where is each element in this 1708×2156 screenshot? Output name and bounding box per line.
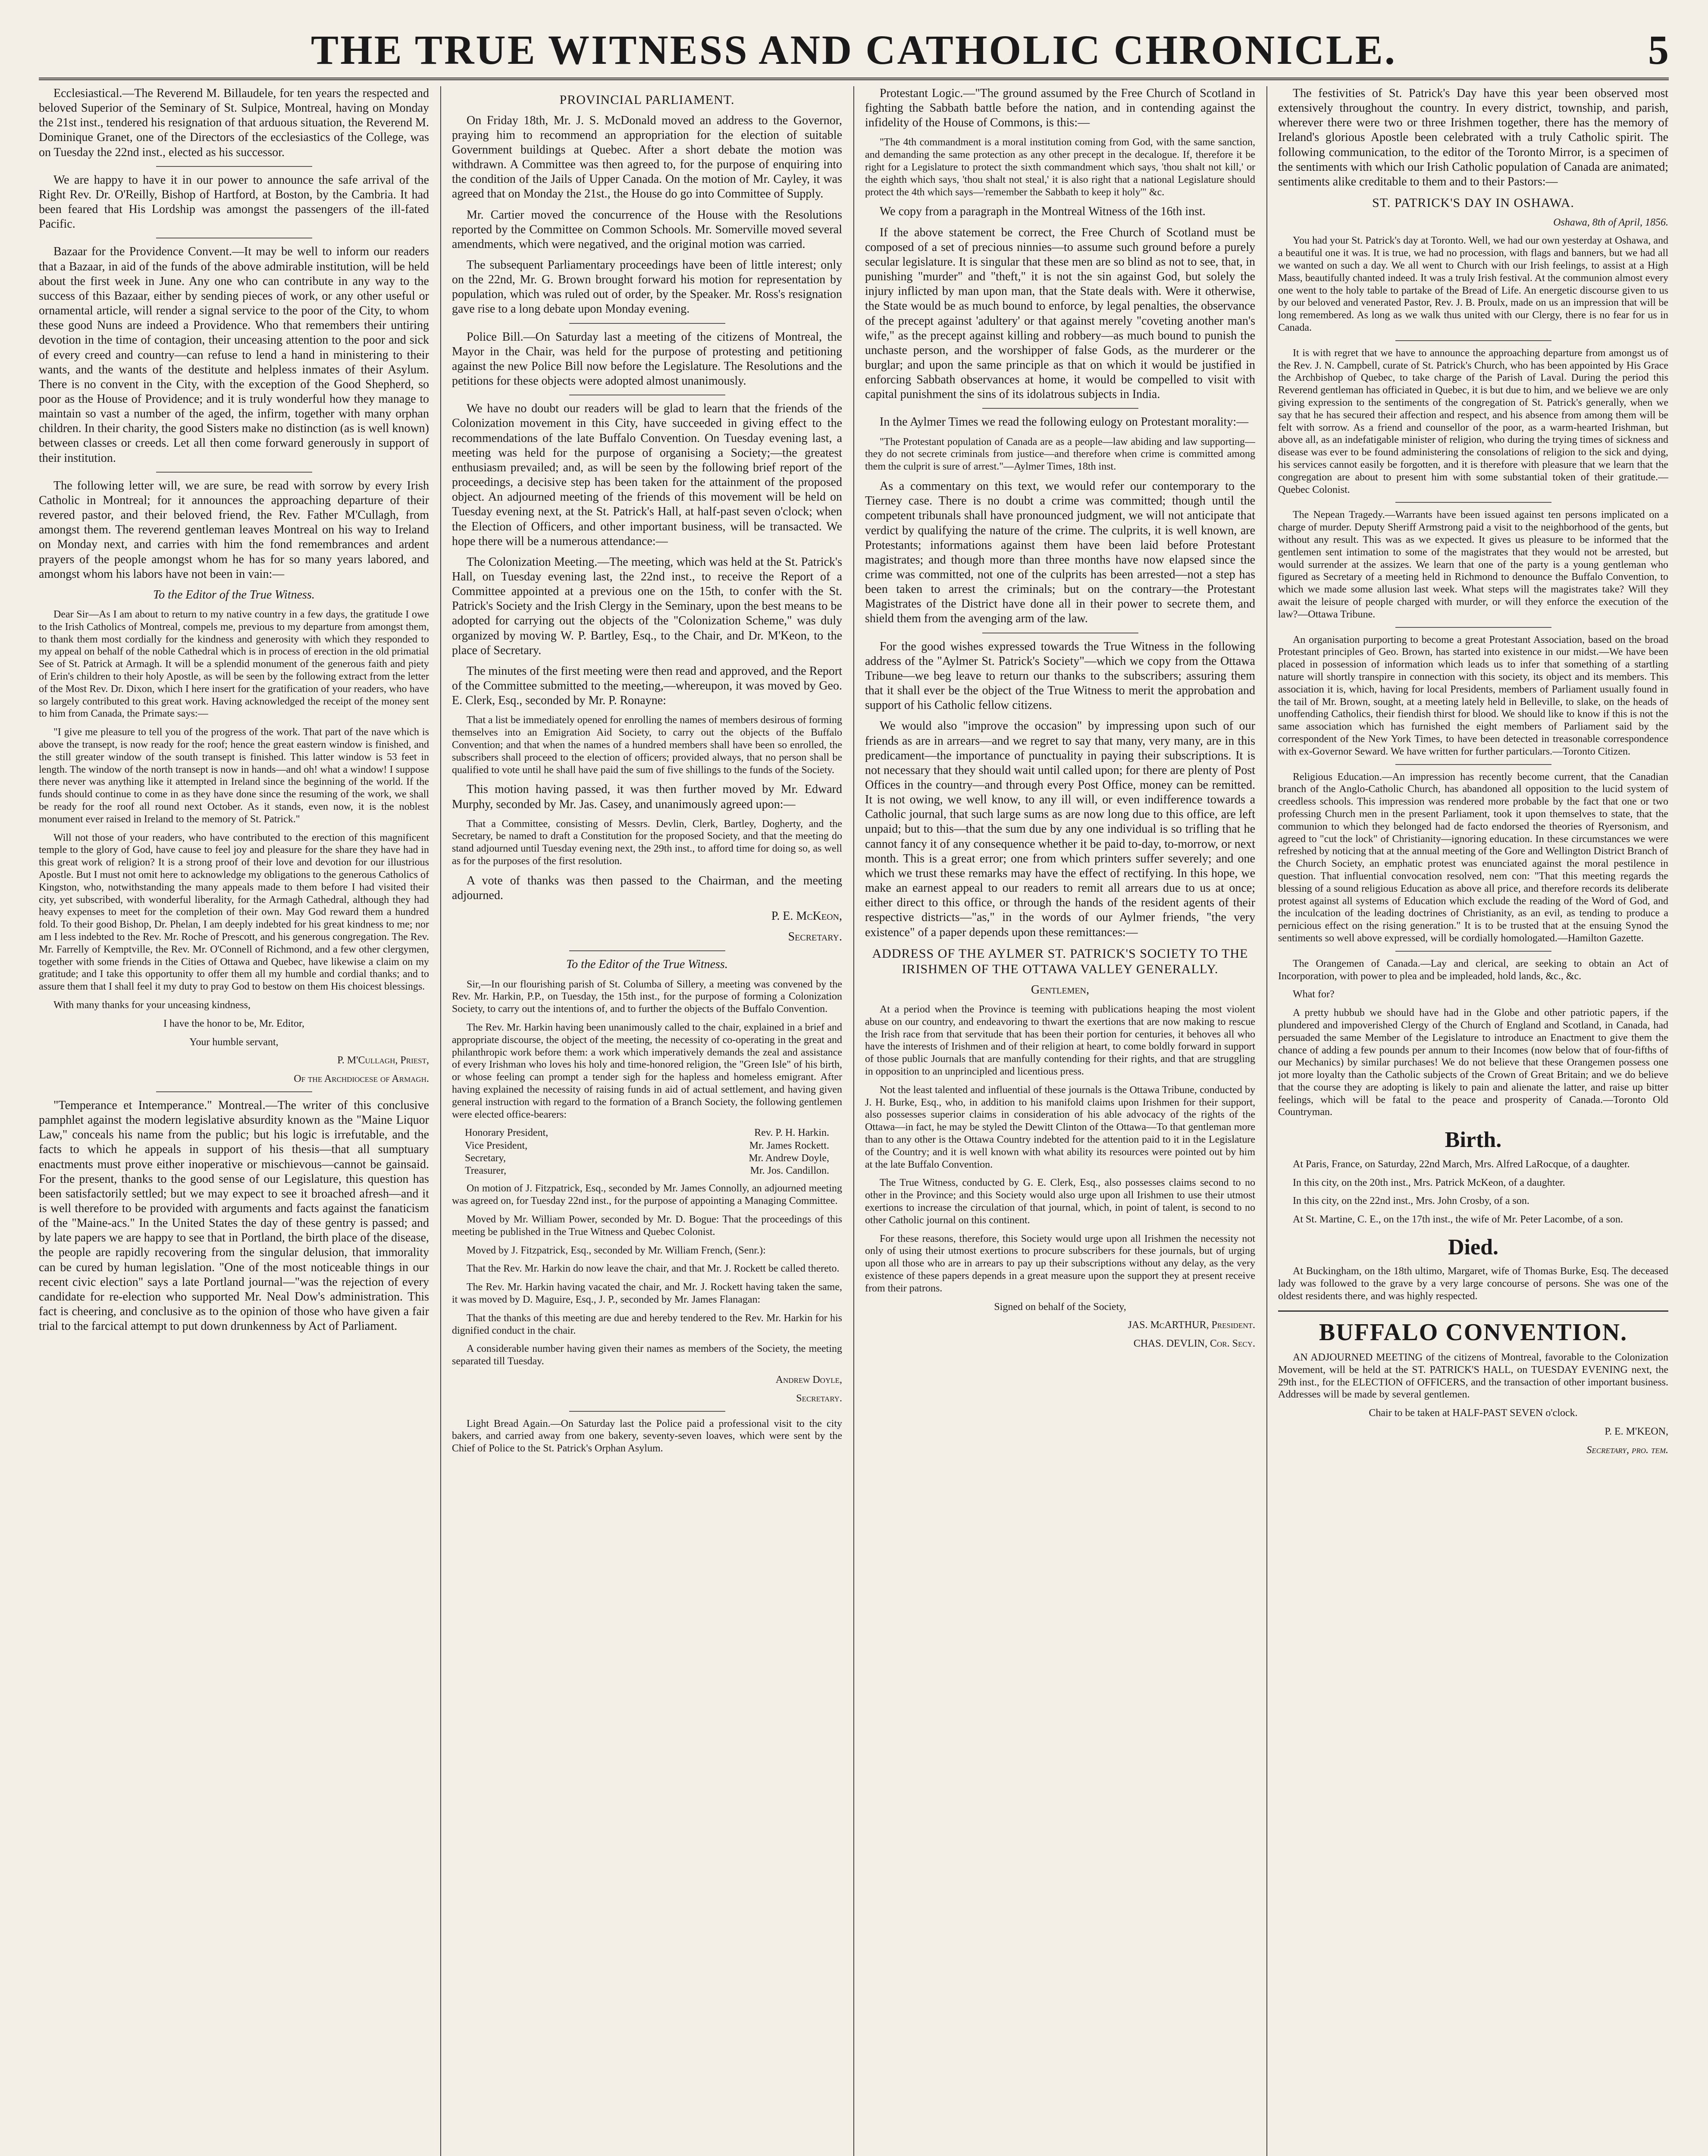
letter-paragraph: That the Rev. Mr. Harkin do now leave the chair, and that Mr. J. Rockett be called thereto.: [467, 1263, 840, 1275]
column-4: [1278, 86, 1668, 2156]
letter-paragraph: Sir,—In our flourishing parish of St. Columba of Sillery, a meeting was convened by the Rev. Mr. Harkin, P.P., on Tuesday, the 15th inst., for the purpose of forming a Colonization Society, to carry out the intentions of, and to further the objects of the Buffalo Convention.: [452, 978, 842, 1015]
article-light-bread: Light Bread Again.—On Saturday last the Police paid a professional visit to the city bakers, and carried away from one bakery, seventy-seven loaves, which were sent by the Chief of Police to the St. Patrick's Orphan Asylum.: [452, 1418, 842, 1454]
quote: "The Protestant population of Canada are as a people—law abiding and law supporting—they do not secrete criminals from justice—and therefore when crime is committed among them the culprit is sure of arrest."—Aylmer Times, 18th inst.: [865, 436, 1255, 473]
secretary-signature: Secretary.: [788, 930, 842, 944]
resolution: That a list be immediately opened for enrolling the names of members desirous of forming themselves into an Emigration Aid Society, to carry out the objects of the Buffalo Convention; and that when the names of a hundred members shall have been so enrolled, the subscribers shall proceed to the election of officers; provided always, that no person shall be qualified to vote until he shall have paid the sum of five shillings to the funds of the Society.: [452, 714, 842, 776]
buffalo-notice: Chair to be taken at HALF-PAST SEVEN o'clock.: [1369, 1407, 1578, 1419]
letter-closing: Your humble servant,: [189, 1036, 279, 1048]
letter-heading: To the Editor of the True Witness.: [153, 588, 315, 602]
page-number: 5: [1648, 27, 1669, 73]
article-protestant-logic: Protestant Logic.—"The ground assumed by the Free Church of Scotland in fighting the Sabbath battle before the nation, and in contending against the infidelity of the House of Commons, is this:—: [865, 87, 1255, 130]
column-2: [452, 86, 842, 2156]
births-heading: Birth.: [1445, 1128, 1502, 1153]
section-heading: ST. PATRICK'S DAY IN OSHAWA.: [1372, 196, 1574, 210]
letter-heading: To the Editor of the True Witness.: [566, 958, 728, 971]
column-1: [39, 86, 429, 2156]
separator: [1395, 951, 1551, 952]
letter-closing: With many thanks for your unceasing kindness,: [53, 999, 251, 1011]
death-notice: At Buckingham, on the 18th ultimo, Margaret, wife of Thomas Burke, Esq. The deceased lady was followed to the grave by a very large concourse of persons. She was one of the oldest residents there, and was highly respected.: [1278, 1266, 1668, 1302]
separator: [1395, 627, 1551, 628]
column-divider: [1266, 86, 1267, 2156]
article-temperance: "Temperance et Intemperance." Montreal.—The writer of this conclusive pamphlet against the modern legislative absurdity known as the "Maine Liquor Law," conceals his name from the public; but his logic is irrefutable, and the facts to which he appeals in support of his thesis—that all sumptuary enactments must prove either inoperative or mischievous—cannot be gainsaid. For the present, thanks to the good sense of our Legislature, this question has been satisfactorily settled; but we may expect to see it broached afresh—and it is well therefore to be provided with arguments and facts against the fanaticism of the "Maine-acs." In the United States the day of these gentry is passed; and by late papers we are happy to see that in Portland, the birth place of the disease, the people are rapidly recovering from the singular delusion, that immorality can be cured by human legislation. "One of the most noticeable things in our recent civic election" says a late Portland journal—"was the rejection of every candidate for re-election who supported Mr. Neal Dow's administration. This fact is cheering, and conclusive as to the opinion of those who have given a fair trial to the farcical attempt to put down drunkenness by Act of Parliament.: [39, 1098, 429, 1333]
buffalo-signature: P. E. M'KEON,: [1605, 1426, 1668, 1438]
address-paragraph: The True Witness, conducted by G. E. Clerk, Esq., also possesses claims second to no other in the Province; and this Society would also urge upon all Irishmen to use their utmost exertions to increase the circulation of that journal, which, in point of talent, is second to no other Catholic journal on this continent.: [865, 1177, 1255, 1226]
address-paragraph: Not the least talented and influential of these journals is the Ottawa Tribune, conducted by J. H. Burke, Esq., who, in addition to his manifold claims upon Irishmen for their support, also possesses superior claims in consideration of his able advocacy of the rights of the Ottawa—in fact, he may be styled the Dewitt Clinton of the Ottawa—To that gentleman more than to any other is the Ottawa Country indebted for the attention paid to it in the Legislature of the Country; and it is well known with what ability its resources were pointed out by him at the late Buffalo Convention.: [865, 1084, 1255, 1170]
article-ecclesiastical: Ecclesiastical.—The Reverend M. Billaudele, for ten years the respected and beloved Superior of the Seminary of St. Sulpice, Montreal, having on Monday the 21st inst., tendered his resignation of that arduous situation, the Reverend M. Dominique Granet, one of the Directors of the ecclesiastics of the College, was on Tuesday the 22nd inst., elected as his successor.: [39, 87, 429, 159]
address-signature: JAS. McARTHUR, President.: [1128, 1319, 1255, 1331]
article-colonization-meeting: The minutes of the first meeting were then read and approved, and the Report of the Committee submitted to the meeting,—whereupon, it was moved by Geo. E. Clerk, Esq., seconded by Mr. P. Ronayne:: [452, 664, 842, 708]
letter-paragraph: The Rev. Mr. Harkin having been unanimously called to the chair, explained in a brief and appropriate discourse, the object of the meeting, the necessity of co-operating in the great and philanthropic work before them: a work which imperatively demands the zeal and assistance of every Irishman who loves his holy and time-honored religion, the "Green Isle" of his birth, or whose feeling can prompt a tender sigh for the hapless and homeless emigrant. After having explained the necessity of raising funds in aid of actual settlement, and having given general instruction with regard to the formation of a Branch Society, the following gentlemen were elected office-bearers:: [452, 1022, 842, 1120]
article-aylmer-times: As a commentary on this text, we would refer our contemporary to the Tierney case. There is no doubt a crime was committed; though until the competent tribunals shall have pronounced judgment, we will not anticipate that verdict by qualifying the nature of the crime. The culprits, it is well known, are Protestants; informations against them have been laid before Protestant magistrates; and though more than three months have now elapsed since the crime was committed, not one of the culprits has been arrested—not a step has been taken to arrest the criminals; but on the contrary—the Protestant Magistrates of the District have done all in their power to secrete them, and shield them from the avenging arm of the law.: [865, 479, 1255, 626]
birth-notice: At St. Martine, C. E., on the 17th inst., the wife of Mr. Peter Lacombe, of a son.: [1293, 1214, 1623, 1225]
letter-signature: P. M'Cullagh, Priest,: [337, 1055, 429, 1066]
letter-closing: I have the honor to be, Mr. Editor,: [163, 1018, 304, 1029]
article-mcullagh-intro: The following letter will, we are sure, be read with sorrow by every Irish Catholic in Montreal; for it announces the approaching departure of their revered pastor, and their beloved friend, the Rev. Father M'Cullagh, from amongst them. The reverend gentleman leaves Montreal on his way to Ireland on Monday next, and carries with him the fond remembrances and ardent prayers of the people amongst whom he has for so many years labored, and amongst whom his labors have not been in vain:—: [39, 479, 429, 581]
article-bazaar: Bazaar for the Providence Convent.—It may be well to inform our readers that a Bazaar, in aid of the funds of the above admirable institution, will be held about the first week in June. Any one who can contribute in any way to the success of this Bazaar, either by sending pieces of work, or any other useful or ornamental article, will render a signal service to the poor of the City, to whom these good Nuns are indeed a Providence. Who that remembers their untiring devotion in the time of contagion, their unceasing attention to the poor and sick of every creed and country—can refuse to lend a hand in ministering to their wants, and the wants of the destitute and helpless inmates of their Asylum. There is no convent in the City, with the exception of the Good Shepherd, so poor as the House of Providence; and it is truly wonderful how they manage to maintain so vast a number of the aged, the infirm, together with many orphan children. In their charity, the good Sisters make no distinction (as is well known) between classes or creeds. Let all then come forward generously in support of their institution.: [39, 245, 429, 465]
quote: "The 4th commandment is a moral institution coming from God, with the same sanction, and demanding the same protection as any other precept in the decalogue. If, therefore it be right for a Legislature to protect the sixth commandment which says, 'thou shalt not kill,' or the eighth which says, 'thou shalt not steal,' it is also right that a national Legislature should protect the 4th which says—'remember the Sabbath to keep it holy'" &c.: [865, 137, 1255, 198]
birth-notice: In this city, on the 22nd inst., Mrs. John Crosby, of a son.: [1293, 1195, 1529, 1207]
separator: [1395, 764, 1551, 765]
separator: [156, 166, 312, 167]
article-police-bill: Police Bill.—On Saturday last a meeting of the citizens of Montreal, the Mayor in the Chair, was held for the purpose of protesting and petitioning against the new Police Bill now before the Legislature. The Resolutions and the petitions for these objects were adopted almost unanimously.: [452, 330, 842, 388]
letter-paragraph: A considerable number having given their names as members of the Society, the meeting separated till Tuesday.: [452, 1343, 842, 1367]
article-colonization-meeting: A vote of thanks was then passed to the Chairman, and the meeting adjourned.: [452, 874, 842, 903]
article-protestant-logic: If the above statement be correct, the Free Church of Scotland must be composed of a set of precious ninnies—to assume such ground before a purely secular legislature. It is singular that these men are so blind as not to see, that, in punishing "murder" and "theft," it is not the sin against God, but solely the injury inflicted by man upon man, that the State deals with. Were it otherwise, the State would be as much bound to enforce, by legal penalties, the observance of the precept against 'adultery' or that against merely "coveting another man's wife," as the precept against killing and robbery—as much bound to punish the unchaste person, and the worshipper of false Gods, as the murderer or the burglar; and upon the same principle as that on which it would be justified in enforcing Sabbath observances at home, it would be compelled to visit with capital punishment the sins of its idolatrous subjects in India.: [865, 226, 1255, 401]
separator: [1395, 340, 1551, 341]
buffalo-signature: Secretary, pro. tem.: [1586, 1444, 1668, 1456]
section-heading: ADDRESS OF THE AYLMER ST. PATRICK'S SOCIETY TO THE IRISHMEN OF THE OTTAWA VALLEY GENERALLY.: [872, 946, 1248, 977]
article-nepean: The Nepean Tragedy.—Warrants have been issued against ten persons implicated on a charge of murder. Deputy Sheriff Armstrong paid a visit to the neighborhood of the gents, but without any result. This was as we expected. It gives us pleasure to be informed that the gentlemen sent intimation to some of the magistrates that they would not be arrested, but would surrender at the assizes. We learn that one of the party is a young gentleman who figured as Secretary of a meeting held in Richmond to denounce the Buffalo Convention, to which we made some allusion last week. What steps will the magistrates take? Will they await the leisure of people charged with murder, or will they enforce the execution of the law?—Ottawa Tribune.: [1278, 509, 1668, 620]
article-parliament: On Friday 18th, Mr. J. S. McDonald moved an address to the Governor, praying him to recommend an appropriation for the election of suitable Government buildings at Quebec. After a short debate the motion was withdrawn. A Committee was then agreed to, for the purpose of enquiring into the condition of the Jails of Upper Canada. On the motion of Mr. Cayley, it was agreed that on Monday the 21st., the House do go into Committee of Supply.: [452, 113, 842, 201]
article-protestant-association: An organisation purporting to become a great Protestant Association, based on the broad Protestant principles of Geo. Brown, has started into existence in our midst.—We have been placed in possession of information which leads us to infer that something of a startling nature will shortly transpire in connection with this society, its object and its members. This association it is, which, having for local Presidents, members of Parliament usually found in the tail of Mr. Brown, sought, at a meeting lately held in Belleville, to slake, on the heads of unoffending Catholics, their fiendish thirst for blood. We should like to know if this is not the same association which has furnished the eight members of Parliament said by the correspondent of the New York Times, to have been detected in treasonable correspondence with ex-Governor Seward. We have written for further particulars.—Toronto Citizen.: [1278, 634, 1668, 757]
buffalo-heading: BUFFALO CONVENTION.: [1278, 1310, 1668, 1347]
dateline: Oshawa, 8th of April, 1856.: [1553, 216, 1668, 228]
secretary-signature: Secretary.: [796, 1392, 842, 1404]
letter-paragraph: On motion of J. Fitzpatrick, Esq., seconded by Mr. James Connolly, an adjourned meeting was agreed on, for Tuesday 22nd inst., for the purpose of appointing a Managing Committee.: [452, 1183, 842, 1207]
secretary-signature: P. E. McKeon,: [771, 909, 842, 923]
separator: [569, 323, 725, 324]
newspaper-title: THE TRUE WITNESS AND CATHOLIC CHRONICLE.: [311, 27, 1397, 73]
article-bishop-arrival: We are happy to have it in our power to announce the safe arrival of the Right Rev. Dr. O'Reilly, Bishop of Hartford, at Boston, by the Cambria. It had been feared that His Lordship was amongst the passengers of the ill-fated Pacific.: [39, 173, 429, 231]
section-heading: PROVINCIAL PARLIAMENT.: [559, 93, 735, 107]
article-orangemen: What for?: [1293, 989, 1335, 1000]
column-divider: [853, 86, 854, 2156]
article-colonization-meeting: This motion having passed, it was then further moved by Mr. Edward Murphy, seconded by Mr. Jas. Casey, and unanimously agreed upon:—: [452, 783, 842, 811]
separator: [156, 472, 312, 473]
separator: [569, 950, 725, 951]
office-row: Secretary, Mr. Andrew Doyle,: [465, 1152, 829, 1164]
masthead: [39, 17, 1669, 80]
columns: [39, 86, 1669, 2156]
letter-paragraph: Dear Sir—As I am about to return to my native country in a few days, the gratitude I owe to the Irish Catholics of Montreal, compels me, previous to my departure from amongst them, to thank them most cordially for the kindness and generosity with which they responded to my appeal on behalf of the noble Cathedral which is in process of erection in the old primatial See of St. Patrick at Armagh. It will be a splendid monument of the generous faith and piety of Erin's children to their holy Apostle, as will be seen by the following extract from the letter of the Most Rev. Dr. Dixon, which I here insert for the gratification of your readers, who have so largely contributed to this great work. Having acknowledged the receipt of the money sent to him from Canada, the Primate says:—: [39, 609, 429, 720]
separator: [982, 408, 1138, 409]
letter-signature: Of the Archdiocese of Armagh.: [294, 1073, 429, 1085]
article-orangemen: A pretty hubbub we should have had in the Globe and other patriotic papers, if the plundered and impoverished Clergy of the Church of England and Scotland, in Canada, had persuaded the same Member of the Legislature to introduce an Enactment to give them the chance of adding a few pounds per annum to their Incomes (now below that of four-fifths of our Mechanics) by similar purchases! We do not believe that these Orangemen possess one jot more loyalty than the Catholic subjects of the Crown of Great Britain; and we do believe that the course they are adopting is likely to pain and alienate the latter, and raise up bitter feelings, which will be fatal to the peace and prosperity of Canada.—Toronto Old Countryman.: [1278, 1007, 1668, 1118]
letter-paragraph: Moved by Mr. William Power, seconded by Mr. D. Bogue: That the proceedings of this meeting be published in the True Witness and Quebec Colonist.: [452, 1214, 842, 1238]
salutation: Gentlemen,: [1031, 983, 1089, 997]
column-3: [865, 86, 1255, 2156]
birth-notice: In this city, on the 20th inst., Mrs. Patrick McKeon, of a daughter.: [1293, 1177, 1565, 1188]
died-heading: Died.: [1448, 1235, 1498, 1260]
article-st-patricks: The festivities of St. Patrick's Day have this year been observed most extensively throughout the country. In every district, township, and parish, wherever there were two or three Irishmen together, there has the memory of Ireland's glorious Apostle been celebrated with a truly Catholic spirit. The following communication, to the editor of the Toronto Mirror, is a specimen of the sentiments with which our Irish Catholic population of Canada are animated; sentiments alike creditable to them and to their Pastors:—: [1278, 87, 1668, 188]
article-parliament: The subsequent Parliamentary proceedings have been of little interest; only on the 22nd, Mr. G. Brown brought forward his motion for representation by population, which was ruled out of order, by the Speaker. Mr. Ross's resignation gave rise to a long debate upon Monday evening.: [452, 258, 842, 316]
article-colonization-meeting: The Colonization Meeting.—The meeting, which was held at the St. Patrick's Hall, on Tuesday evening last, the 22nd inst., to receive the Report of a Committee appointed at a previous one on the 15th, to confer with the St. Patrick's Society and the Irish Clergy in the Seminary, upon the best means to be adopted for carrying out the objects of the "Colonization Scheme," was duly organized by moving W. P. Bartley, Esq., to the Chair, and Dr. M'Keon, to the place of Secretary.: [452, 555, 842, 657]
office-row: Treasurer, Mr. Jos. Candillon.: [465, 1165, 829, 1177]
article-colonization: We have no doubt our readers will be glad to learn that the friends of the Colonization movement in this City, have succeeded in giving effect to the recommendations of the late Buffalo Convention. On Tuesday evening last, a meeting was held for the purpose of organising a Society;—the greatest enthusiasm prevailed; and, as will be seen by the following brief report of the proceedings, a decisive step has been taken for the attainment of the proposed object. An adjourned meeting of the friends of this movement will be held on Tuesday evening next, at the St. Patrick's Hall, at half-past seven o'clock; when the Election of Officers, and other important business, will be transacted. We hope there will be a numerous attendance:—: [452, 402, 842, 548]
separator: [1395, 502, 1551, 503]
buffalo-notice: AN ADJOURNED MEETING of the citizens of Montreal, favorable to the Colonization Movement, will be held at the ST. PATRICK'S HALL, on TUESDAY EVENING next, the 29th inst., for the ELECTION of OFFICERS, and the transaction of other important business. Addresses will be made by several gentlemen.: [1278, 1352, 1668, 1401]
secretary-signature: Andrew Doyle,: [775, 1374, 842, 1386]
office-row: Honorary President, Rev. P. H. Harkin.: [465, 1127, 829, 1139]
address-signature: CHAS. DEVLIN, Cor. Secy.: [1133, 1338, 1255, 1350]
office-row: Vice President, Mr. James Rockett.: [465, 1140, 829, 1151]
letter-paragraph: That the thanks of this meeting are due and hereby tendered to the Rev. Mr. Harkin for his dignified conduct in the chair.: [452, 1312, 842, 1336]
article-good-wishes: We would also "improve the occasion" by impressing upon such of our friends as are in arrears—and we regret to say that many, very many, are in this predicament—the importance of punctuality in paying their subscriptions. It is not necessary that they should wait until called upon; for there are plenty of Post Offices in the country—and through every Post Office, money can be remitted. It is not owing, we well know, to any ill will, or even indifference towards a Catholic journal, that such large sums as are now long due to this office, are left unpaid; but to this—that the sum due by any one individual is so trifling that he cannot fancy it of any consequence whether it be paid to-day, to-morrow, or next month. This is a great error; one from which printers suffer severely; and one which we trust these remarks may have the effect of rectifying. In this hope, we make an earnest appeal to our readers to remit all arrears due to us at once; either direct to this office, or through the hands of the resident agents of their respective districts—"as," in the words of our Aylmer friends, "the very existence" of a paper depends upon these remittances:—: [865, 719, 1255, 939]
separator: [156, 1091, 312, 1092]
address-paragraph: For these reasons, therefore, this Society would urge upon all Irishmen the necessity not only of using their utmost exertions to procure subscribers for these journals, but of urging upon all those who are in arrears to pay up their subscriptions without any delay, as the very existence of these papers depends in a great measure upon the support they at present receive from their patrons.: [865, 1233, 1255, 1294]
letter-paragraph: Will not those of your readers, who have contributed to the erection of this magnificent temple to the glory of God, have cause to feel joy and pleasure for the share they have had in this great work of religion? It is a strong proof of their love and devotion for our illustrious Apostle. But I must not omit here to acknowledge my obligations to the generous Catholics of Kingston, who, notwithstanding the many appeals made to them before I had visited their city, yet subscribed, with wonderful liberality, for the Armagh Cathedral, although they had heavy expenses to meet for the completion of their own. May God reward them a hundred fold. To their good Bishop, Dr. Phelan, I am deeply indebted for his great kindness to me; nor am I less indebted to the Rev. Mr. Roche of Prescott, and his generous congregation. The Rev. Mr. Farrelly of Kemptville, the Rev. Mr. O'Connell of Richmond, and a few other clergymen, together with some friends in the Cities of Ottawa and Quebec, have likewise a claim on my gratitude; and I take this opportunity to offer them all my humble and cordial thanks; and to assure them that I shall feel it my duty to pray God to bestow on them His choicest blessings.: [39, 832, 429, 993]
address-paragraph: At a period when the Province is teeming with publications heaping the most violent abuse on our country, and endeavoring to thwart the exertions that are now making to rescue the Irish race from that servitude that has been their portion for centuries, it behoves all who have the interests of Irishmen and of their religion at heart, to come boldly forward in support of those public Journals that are manfully contending for their rights, and that are struggling in opposition to an unprincipled and licentious press.: [865, 1004, 1255, 1078]
resolution: That a Committee, consisting of Messrs. Devlin, Clerk, Bartley, Dogherty, and the Secretary, be named to draft a Constitution for the proposed Society, and that the meeting do stand adjourned until Tuesday evening next, the 29th inst., to afford time for doing so, as well as for the purposes of the first resolution.: [452, 818, 842, 867]
article-good-wishes: For the good wishes expressed towards the True Witness in the following address of the "Aylmer St. Patrick's Society"—which we copy from the Ottawa Tribune—we beg leave to return our thanks to the subscribers; assuring them that it shall ever be the object of the True Witness to merit the approbation and support of his Catholic fellow citizens.: [865, 639, 1255, 712]
birth-notice: At Paris, France, on Saturday, 22nd March, Mrs. Alfred LaRocque, of a daughter.: [1293, 1158, 1630, 1170]
separator: [569, 1411, 725, 1412]
article-aylmer-times: In the Aylmer Times we read the following eulogy on Protestant morality:—: [880, 415, 1249, 429]
article-religious-education: Religious Education.—An impression has recently become current, that the Canadian branch of the Anglo-Catholic Church, has abandoned all opposition to the lucid system of creedless schools. This impression was rendered more probable by the fact that one or two professing Church men in the present Parliament, took it upon themselves to state, that the communion to which they belonged had de facto endorsed the theories of Ryersonism, and agreed to "cut the lock" of Christianity—ignoring education. In these circumstances we were refreshed by noticing that at the annual meeting of the Gore and Wellington District Branch of the Church Society, an emphatic protest was enunciated against the moral pestilence in question. That influential convocation resolved, nem con: "That this meeting regards the blessing of a sound religious Education as above all price, and therefore records its deliberate protest against all systems of Education which exclude the reading of the Word of God, and the inculcation of the leading doctrines of Christianity, as an evil, as tending to produce a pernicious effect on the rising generation." It is to be trusted that at the ensuing Synod the sentiments so well above expressed, will be cordially homologated.—Hamilton Gazette.: [1278, 771, 1668, 944]
article-protestant-logic: We copy from a paragraph in the Montreal Witness of the 16th inst.: [880, 205, 1206, 219]
article-parliament: Mr. Cartier moved the concurrence of the House with the Resolutions reported by the Committee on Common Schools. Mr. Somerville moved several amendments, which were negatived, and the original motion was carried.: [452, 208, 842, 251]
letter-paragraph: The Rev. Mr. Harkin having vacated the chair, and Mr. J. Rockett having taken the same, it was moved by D. Maguire, Esq., J. P., seconded by Mr. James Flanagan:: [452, 1282, 842, 1306]
article-orangemen: The Orangemen of Canada.—Lay and clerical, are seeking to obtain an Act of Incorporation, with power to plea and be impleaded, hold lands, &c., &c.: [1278, 958, 1668, 982]
address-signature: Signed on behalf of the Society,: [994, 1301, 1126, 1313]
letter-paragraph: Moved by J. Fitzpatrick, Esq., seconded by Mr. William French, (Senr.):: [467, 1244, 766, 1256]
letter-quote: "I give me pleasure to tell you of the progress of the work. That part of the nave which is above the transept, is now ready for the roof; hence the great eastern window is finished, and the still greater window of the south transept is finished. This latter window is 53 feet in length. The window of the north transept is now in hands—and oh! what a window! I suppose there never was anything like it attempted in Ireland since the beginning of the world. If the funds should continue to come in as they have done since the resuming of the work, we shall be ready for the roof all round next October. As it stands, even now, it is the noblest monument ever raised in Ireland to the memory of St. Patrick.": [39, 727, 429, 825]
article-oshawa: You had your St. Patrick's day at Toronto. Well, we had our own yesterday at Oshawa, and a beautiful one it was. It is true, we had no procession, with flags and banners, but we had all we wanted on such a day. We all went to Church with our Irish feelings, to assist at a High Mass, beautifully chanted indeed. It was a truly Irish festival. At the communion almost every one went to the holy table to partake of the Bread of Life. An energetic discourse given to us by our beloved and venerated Pastor, Rev. J. B. Proulx, made on us an impression that will be long remembered. As long as we walk thus united with our Clergy, there is no fear for us in Canada.: [1278, 235, 1668, 334]
column-divider: [440, 86, 441, 2156]
article-campbell: It is with regret that we have to announce the approaching departure from amongst us of the Rev. J. N. Campbell, curate of St. Patrick's Church, who has been appointed by His Grace the Archbishop of Quebec, to take charge of the Parish of Laval. During the period this Reverend gentleman has officiated in Quebec, it is but due to him, and we believe we are only giving expression to the sentiments of the congregation of St. Patrick's generally, when we say that he has secured their affection and respect, and his absence from among them will be felt with sorrow. As a friend and counsellor of the poor, as a warm-hearted Irishman, but above all, as an indefatigable minister of religion, who during the trying times of sickness and disease was ever to be found administering the consolations of religion to the sick and dying, his services cannot easily be forgotten, and it is therefore with pleasure that we learn that the congregation are about to present him with some substantial token of their gratitude.—Quebec Colonist.: [1278, 347, 1668, 495]
